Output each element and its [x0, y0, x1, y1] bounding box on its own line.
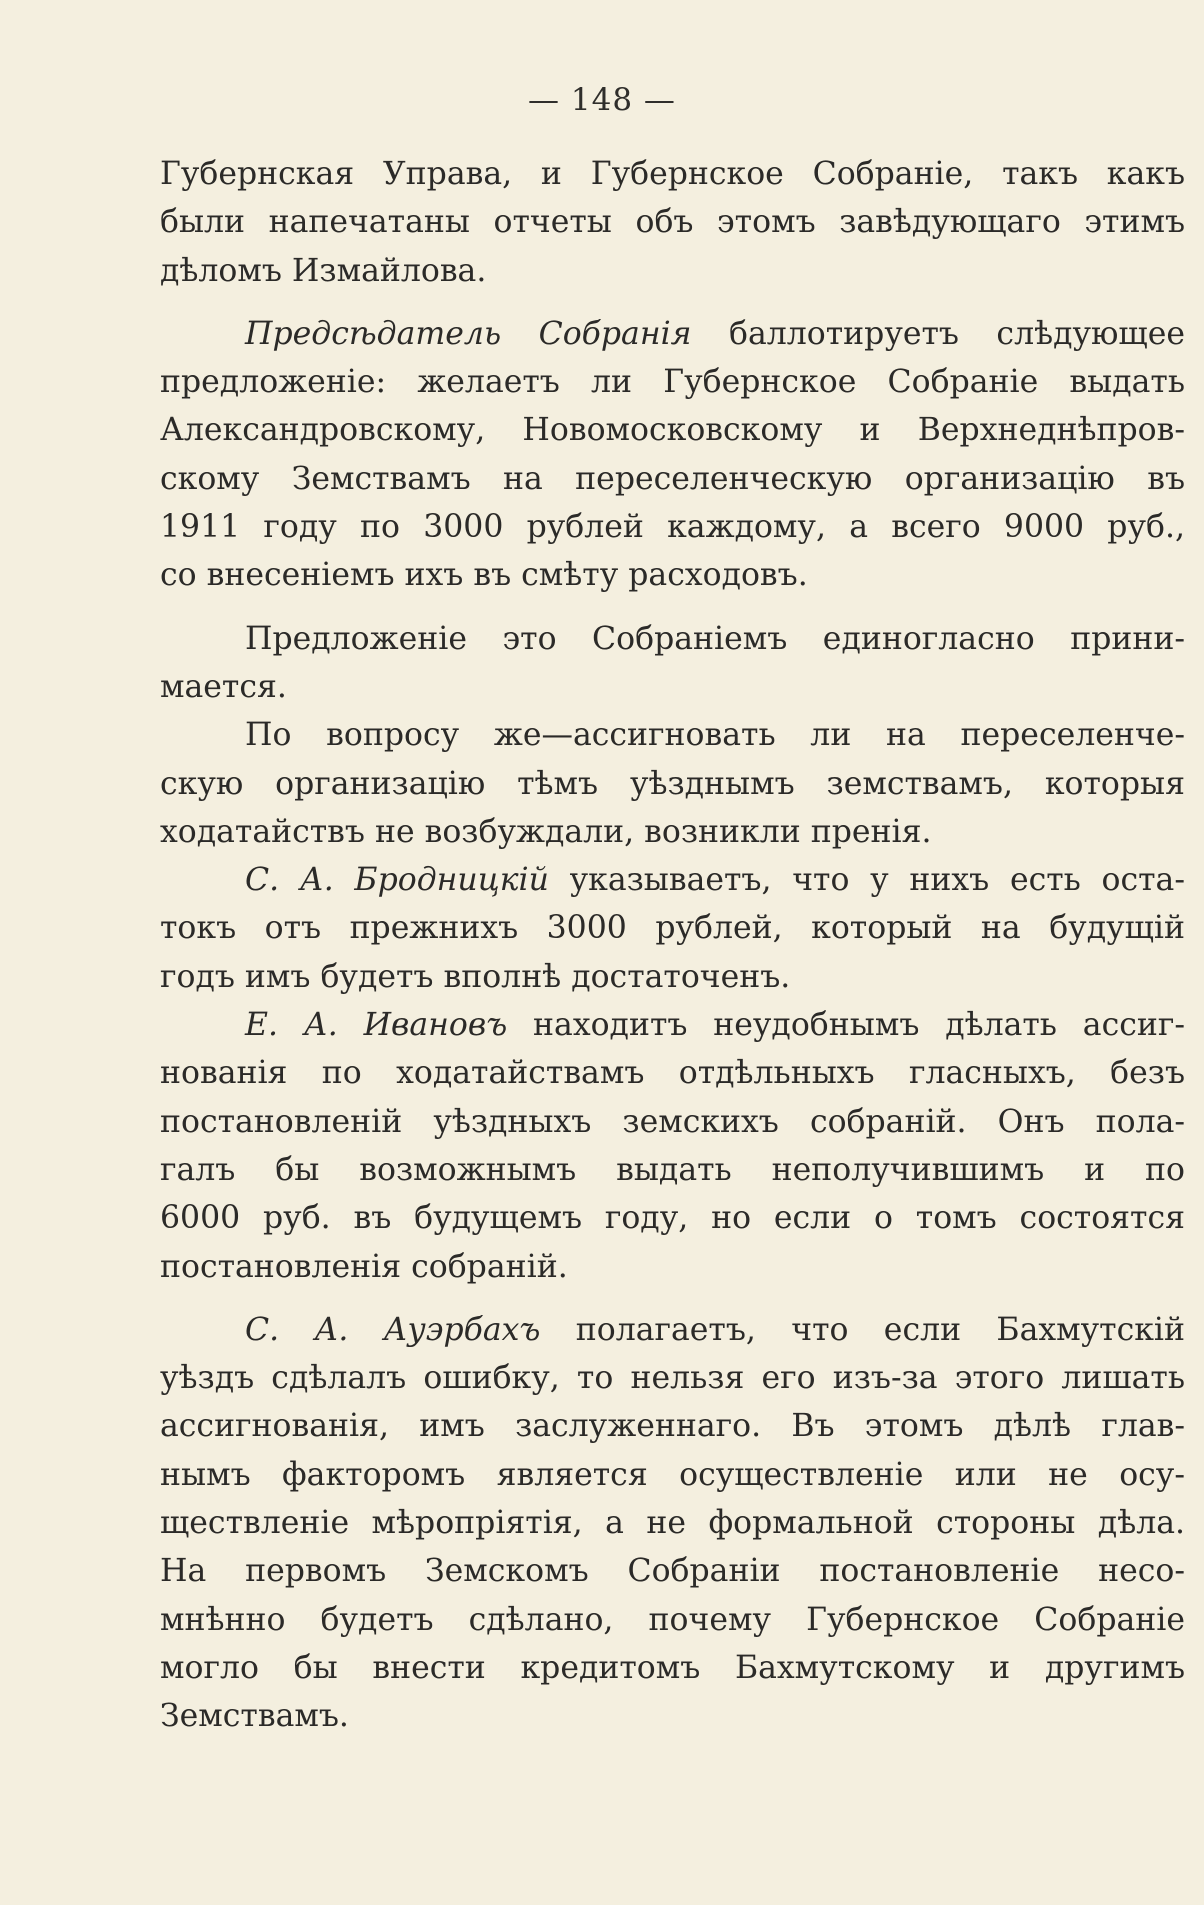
text-line: со внесеніемъ ихъ въ смѣту расходовъ.: [160, 557, 808, 594]
paragraph-unanimous-decision: [160, 615, 1185, 712]
speaker-name: С. А. Бродницкій: [245, 862, 549, 899]
paragraph-question: [160, 711, 1185, 856]
text-line: Александровскому, Новомосковскому и Верхнеднѣпров-: [160, 412, 1185, 449]
text-line: дѣломъ Измайлова.: [160, 252, 487, 289]
text-line: Земствамъ.: [160, 1698, 349, 1735]
text-fragment: указываетъ, что у нихъ есть оста-: [548, 862, 1185, 899]
page-text: [160, 150, 1185, 1741]
text-line: ществленіе мѣропріятія, а не формальной стороны дѣла.: [160, 1505, 1185, 1542]
text-line: [160, 1306, 1185, 1354]
text-fragment: баллотируетъ слѣдующее: [691, 315, 1185, 352]
text-line: 1911 году по 3000 рублей каждому, а всего 9000 руб.,: [160, 509, 1185, 546]
text-line: годъ имъ будетъ вполнѣ достаточенъ.: [160, 958, 791, 995]
paragraph-speaker-auerbach: [160, 1306, 1185, 1741]
text-line: На первомъ Земскомъ Собраніи постановленіе несо-: [160, 1553, 1185, 1590]
text-line: постановленій уѣздныхъ земскихъ собраній. Онъ пола-: [160, 1103, 1185, 1140]
text-line: 6000 руб. въ будущемъ году, но если о томъ состоятся: [160, 1200, 1185, 1237]
text-line: нованія по ходатайствамъ отдѣльныхъ гласныхъ, безъ: [160, 1055, 1185, 1092]
text-line: [160, 856, 1185, 904]
text-line: были напечатаны отчеты объ этомъ завѣдующаго этимъ: [160, 204, 1185, 241]
page-number: — 148 —: [528, 82, 676, 118]
text-fragment: полагаетъ, что если Бахмутскій: [540, 1311, 1185, 1348]
text-line: галъ бы возможнымъ выдать неполучившимъ и по: [160, 1151, 1185, 1188]
paragraph-speaker-ivanov: [160, 1001, 1185, 1291]
paragraph-chairman-vote: [160, 310, 1185, 600]
text-line: [160, 1001, 1185, 1049]
text-line: [160, 310, 1185, 358]
text-line: ассигнованія, имъ заслуженнаго. Въ этомъ дѣлѣ глав-: [160, 1408, 1185, 1445]
text-line: По вопросу же—ассигновать ли на переселенче-: [245, 717, 1185, 754]
speaker-name: Е. А. Ивановъ: [245, 1007, 508, 1044]
text-line: Предложеніе это Собраніемъ единогласно прини-: [245, 620, 1185, 657]
text-line: мнѣнно будетъ сдѣлано, почему Губернское Собраніе: [160, 1601, 1185, 1638]
text-line: ходатайствъ не возбуждали, возникли пренія.: [160, 813, 932, 850]
text-line: скому Земствамъ на переселенческую организацію въ: [160, 460, 1185, 497]
text-line: нымъ факторомъ является осуществленіе или не осу-: [160, 1456, 1185, 1493]
text-line: скую организацію тѣмъ уѣзднымъ земствамъ, которыя: [160, 765, 1185, 802]
text-line: токъ отъ прежнихъ 3000 рублей, который на будущій: [160, 910, 1185, 947]
paragraph-speaker-brodnitsky: [160, 856, 1185, 1001]
text-line: Губернская Управа, и Губернское Собраніе, такъ какъ: [160, 156, 1185, 192]
speaker-name: Предсѣдатель Собранія: [245, 315, 692, 352]
text-line: уѣздъ сдѣлалъ ошибку, то нельзя его изъ-за этого лишать: [160, 1360, 1185, 1397]
speaker-name: С. А. Ауэрбахъ: [245, 1311, 541, 1348]
text-fragment: находитъ неудобнымъ дѣлать ассиг-: [507, 1007, 1186, 1044]
text-line: предложеніе: желаетъ ли Губернское Собраніе выдать: [160, 364, 1185, 401]
text-line: постановленія собраній.: [160, 1248, 568, 1285]
paragraph-continuation: [160, 150, 1185, 295]
text-line: мается.: [160, 668, 287, 705]
text-line: могло бы внести кредитомъ Бахмутскому и другимъ: [160, 1649, 1185, 1686]
